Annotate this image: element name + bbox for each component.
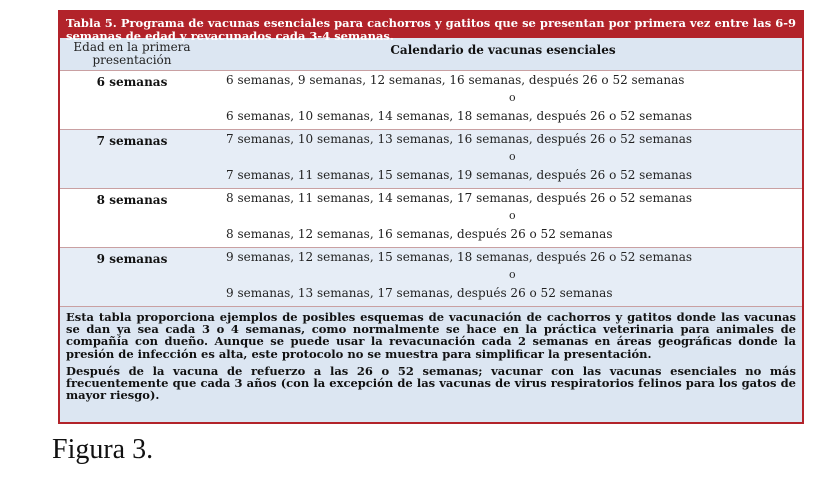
row-age: 7 semanas	[96, 134, 168, 148]
table-row	[60, 130, 802, 189]
schedule-option-a: 7 semanas, 10 semanas, 13 semanas, 16 semanas, después 26 o 52 semanas	[226, 132, 693, 146]
note-paragraph-1: Esta tabla proporciona ejemplos de posibles esquemas de vacunación de cachorros y gatitos donde las vacunas se dan ya sea cada 3 o 4 semanas, como normalmente se hace en la práctica veterinaria para animales de compañía con dueño. Aunque se puede usar la revacunación cada 2 semanas en áreas geográficas donde la presión de infección es alta, este protocolo no se muestra para simplificar la presentación.	[66, 310, 796, 361]
table-notes	[60, 307, 802, 410]
row-age: 9 semanas	[96, 252, 168, 266]
table-row	[60, 71, 802, 130]
schedule-option-a: 8 semanas, 11 semanas, 14 semanas, 17 semanas, después 26 o 52 semanas	[226, 191, 693, 205]
or-separator: o	[509, 150, 516, 163]
row-schedule	[204, 71, 802, 129]
or-separator: o	[509, 91, 516, 104]
row-schedule	[204, 130, 802, 188]
header-schedule: Calendario de vacunas esenciales	[390, 43, 616, 57]
table-header-row	[60, 38, 802, 71]
schedule-option-a: 6 semanas, 9 semanas, 12 semanas, 16 semanas, después 26 o 52 semanas	[226, 73, 685, 87]
or-separator: o	[509, 268, 516, 281]
note-paragraph-2: Después de la vacuna de refuerzo a las 26 o 52 semanas; vacunar con las vacunas esenciales no más frecuentemente que cada 3 años (con la excepción de las vacunas de virus respiratorios felinos para los gatos de mayor riesgo).	[66, 363, 796, 403]
schedule-option-b: 9 semanas, 13 semanas, 17 semanas, después 26 o 52 semanas	[226, 286, 613, 300]
row-age: 6 semanas	[96, 75, 168, 89]
schedule-option-b: 7 semanas, 11 semanas, 15 semanas, 19 semanas, después 26 o 52 semanas	[226, 168, 693, 182]
row-schedule	[204, 248, 802, 306]
row-age: 8 semanas	[96, 193, 168, 207]
schedule-option-b: 8 semanas, 12 semanas, 16 semanas, después 26 o 52 semanas	[226, 227, 613, 241]
table-row	[60, 248, 802, 307]
or-separator: o	[509, 209, 516, 222]
schedule-option-a: 9 semanas, 12 semanas, 15 semanas, 18 semanas, después 26 o 52 semanas	[226, 250, 693, 264]
schedule-option-b: 6 semanas, 10 semanas, 14 semanas, 18 semanas, después 26 o 52 semanas	[226, 109, 693, 123]
header-age: Edad en la primera presentación	[73, 40, 191, 67]
table-title: Tabla 5. Programa de vacunas esenciales para cachorros y gatitos que se presentan por primera vez entre las 6-9 semanas de edad y revacunados cada 3-4 semanas.	[60, 12, 802, 38]
figure-caption: Figura 3.	[52, 434, 154, 465]
row-schedule	[204, 189, 802, 247]
table-row	[60, 189, 802, 248]
vaccine-table	[58, 10, 804, 424]
